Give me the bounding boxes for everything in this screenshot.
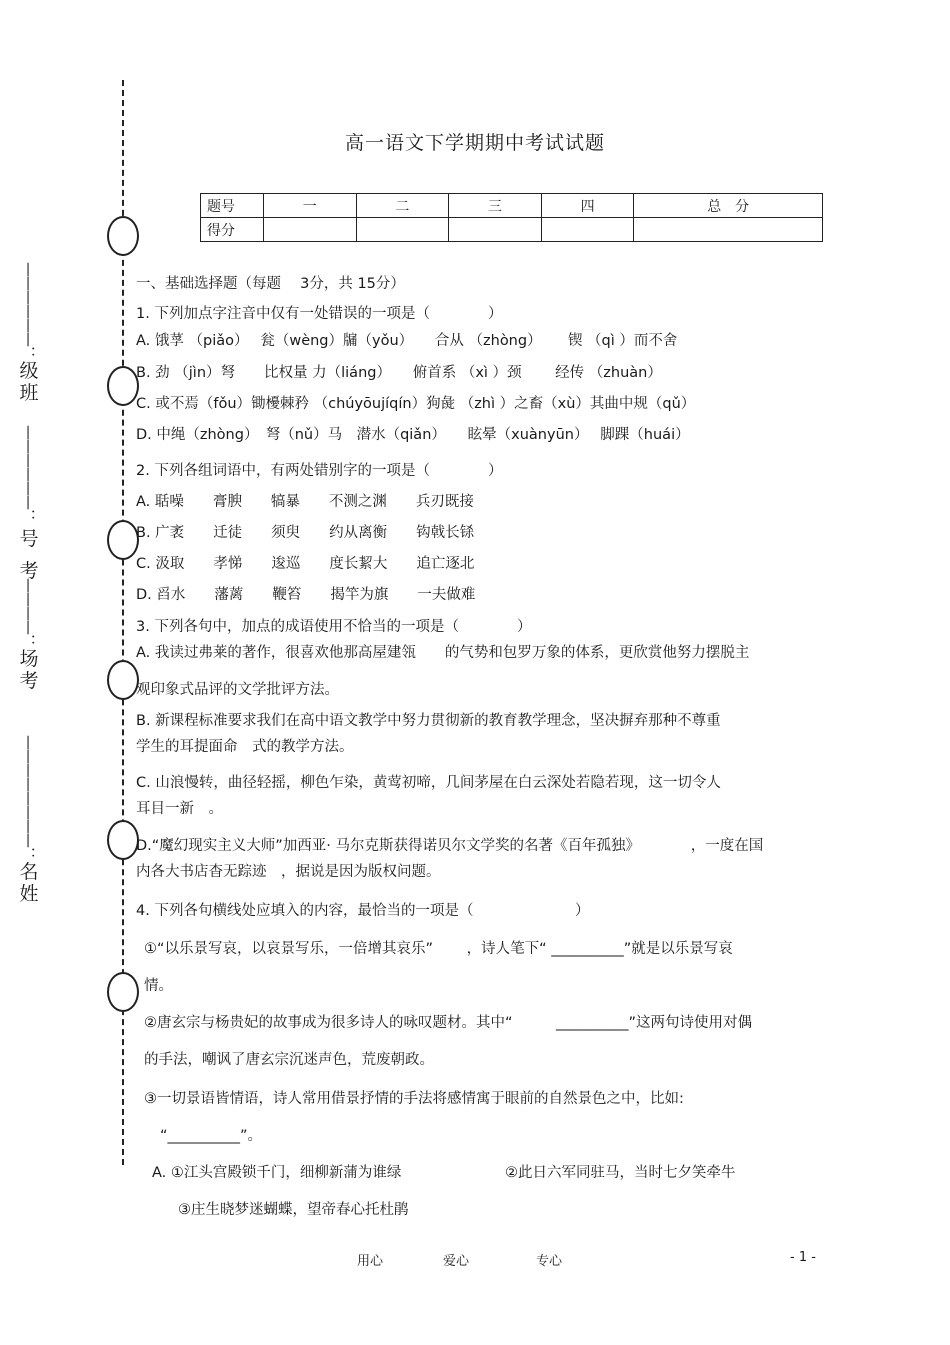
question-4-sentence-3b: “__________”。: [160, 1128, 263, 1144]
question-2-option-b: B. 广袤 迁徒 须臾 约从离衡 钩戟长铩: [136, 525, 475, 541]
name-field-label: 名姓: [19, 861, 39, 905]
exam-room-field: [14, 578, 44, 692]
question-3-option-b-line2: 学生的耳提面命 式的教学方法。: [136, 739, 354, 755]
question-3-option-c-line1: C. 山浪慢转，曲径轻摇，柳色乍染，黄莺初啼，几间茅屋在白云深处若隐若现，这一切令人: [136, 775, 721, 791]
exam-room-field-line: ————：: [20, 578, 38, 648]
score-table-header-row: [201, 194, 823, 218]
question-4-stem: 4. 下列各句横线处应填入的内容，最恰当的一项是（ ）: [136, 903, 590, 919]
question-4-sentence-1a: ①“以乐景写哀，以哀景写乐，一倍增其哀乐” ，诗人笔下“ __________”就是以乐景写哀: [144, 941, 733, 957]
question-3-option-c-line2: 耳目一新 。: [136, 801, 223, 817]
question-4-option-a-1: A. ①江头宫殿锁千门，细柳新蒲为谁绿: [152, 1165, 402, 1181]
exam-number-field: [14, 425, 44, 587]
exam-number-field-label: 号考: [19, 528, 39, 582]
question-2-option-d: D. 舀水 藩蓠 鞭笞 揭竿为旗 一夫做难: [136, 587, 476, 603]
question-1-option-b: B. 劲 （jìn）弩 比权量 力（liáng） 俯首系 （xì ）颈 经传 （zhuàn）: [136, 365, 662, 381]
score-table-header: 总 分: [634, 194, 823, 218]
page-number: - 1 -: [790, 1250, 816, 1265]
score-table-header: 一: [264, 194, 357, 218]
score-row-label: 得分: [201, 218, 264, 242]
name-field-line: ————————：: [20, 735, 38, 861]
score-table-header: 题号: [201, 194, 264, 218]
section-heading: 一、基础选择题（每题 3分，共 15分）: [136, 276, 405, 292]
score-cell[interactable]: [264, 218, 357, 242]
question-2-option-a: A. 聒噪 膏腴 犒暴 不测之渊 兵刃既接: [136, 494, 474, 510]
question-4-option-a-2: ②此日六军同驻马，当时七夕笑牵牛: [505, 1165, 736, 1181]
binding-hole: [107, 660, 139, 700]
binding-hole: [107, 366, 139, 406]
binding-hole: [107, 972, 139, 1012]
question-4-sentence-2b: 的手法，嘲讽了唐玄宗沉迷声色，荒废朝政。: [144, 1052, 434, 1068]
question-2-option-c: C. 汲取 孝悌 逡巡 度长絜大 追亡逐北: [136, 556, 475, 572]
question-4-sentence-2a: ②唐玄宗与杨贵妃的故事成为很多诗人的咏叹题材。其中“ __________”这两句诗使用对偶: [144, 1015, 753, 1031]
question-1-option-c: C. 或不焉（fǒu）锄櫌棘矜 （chúyōujíqín）狗彘 （zhì ）之畜（xù）其曲中规（qǔ）: [136, 396, 696, 412]
score-cell[interactable]: [541, 218, 634, 242]
exam-number-field-line: ——————：: [20, 425, 38, 523]
question-3-option-a-line1: A. 我读过弗莱的著作，很喜欢他那高屋建瓴 的气势和包罗万象的体系，更欣赏他努力摆脱主: [136, 645, 750, 661]
name-field: [14, 735, 44, 905]
footer-word: 专心: [536, 1254, 563, 1269]
score-table-header: 二: [356, 194, 449, 218]
score-table: [200, 193, 823, 242]
question-3-stem: 3. 下列各句中，加点的成语使用不恰当的一项是（ ）: [136, 619, 532, 635]
class-field: [14, 262, 44, 404]
question-3-option-d-line1: D.“魔幻现实主义大师”加西亚· 马尔克斯获得诺贝尔文学奖的名著《百年孤独》 ，一度在国: [136, 838, 764, 854]
score-cell[interactable]: [449, 218, 542, 242]
exam-room-field-label: 场考: [19, 648, 39, 692]
class-field-label: 级班: [19, 360, 39, 404]
binding-hole: [107, 820, 139, 860]
footer-word: 用心: [357, 1254, 384, 1269]
question-1-option-d: D. 中绳（zhòng） 弩（nǔ）马 潜水（qiǎn） 眩晕（xuànyūn） 脚踝（huái）: [136, 427, 690, 443]
question-4-sentence-1b: 情。: [144, 978, 173, 994]
question-3-option-a-line2: 观印象式品评的文学批评方法。: [136, 682, 339, 698]
footer-word: 爱心: [443, 1254, 470, 1269]
question-3-option-b-line1: B. 新课程标准要求我们在高中语文教学中努力贯彻新的教育教学理念，坚决摒弃那种不尊重: [136, 713, 721, 729]
score-table-score-row: [201, 218, 823, 242]
question-4-option-a-3: ③庄生晓梦迷蝴蝶，望帝春心托杜鹃: [178, 1202, 409, 1218]
question-4-sentence-3a: ③一切景语皆情语，诗人常用借景抒情的手法将感情寓于眼前的自然景色之中，比如:: [144, 1091, 684, 1107]
binding-hole: [107, 520, 139, 560]
score-table-header: 三: [449, 194, 542, 218]
question-1-stem: 1. 下列加点字注音中仅有一处错误的一项是（ ）: [136, 306, 503, 322]
score-table-header: 四: [541, 194, 634, 218]
question-2-stem: 2. 下列各组词语中，有两处错别字的一项是（ ）: [136, 463, 503, 479]
page-title: 高一语文下学期期中考试试题: [344, 132, 605, 154]
score-cell[interactable]: [356, 218, 449, 242]
class-field-line: ——————：: [20, 262, 38, 360]
score-cell[interactable]: [634, 218, 823, 242]
question-3-option-d-line2: 内各大书店杳无踪迹 ，据说是因为版权问题。: [136, 864, 441, 880]
question-1-option-a: A. 饿莩 （piǎo） 瓮（wèng）牖（yǒu） 合从 （zhòng） 锲 （qì ）而不舍: [136, 333, 678, 349]
binding-hole: [107, 216, 139, 256]
